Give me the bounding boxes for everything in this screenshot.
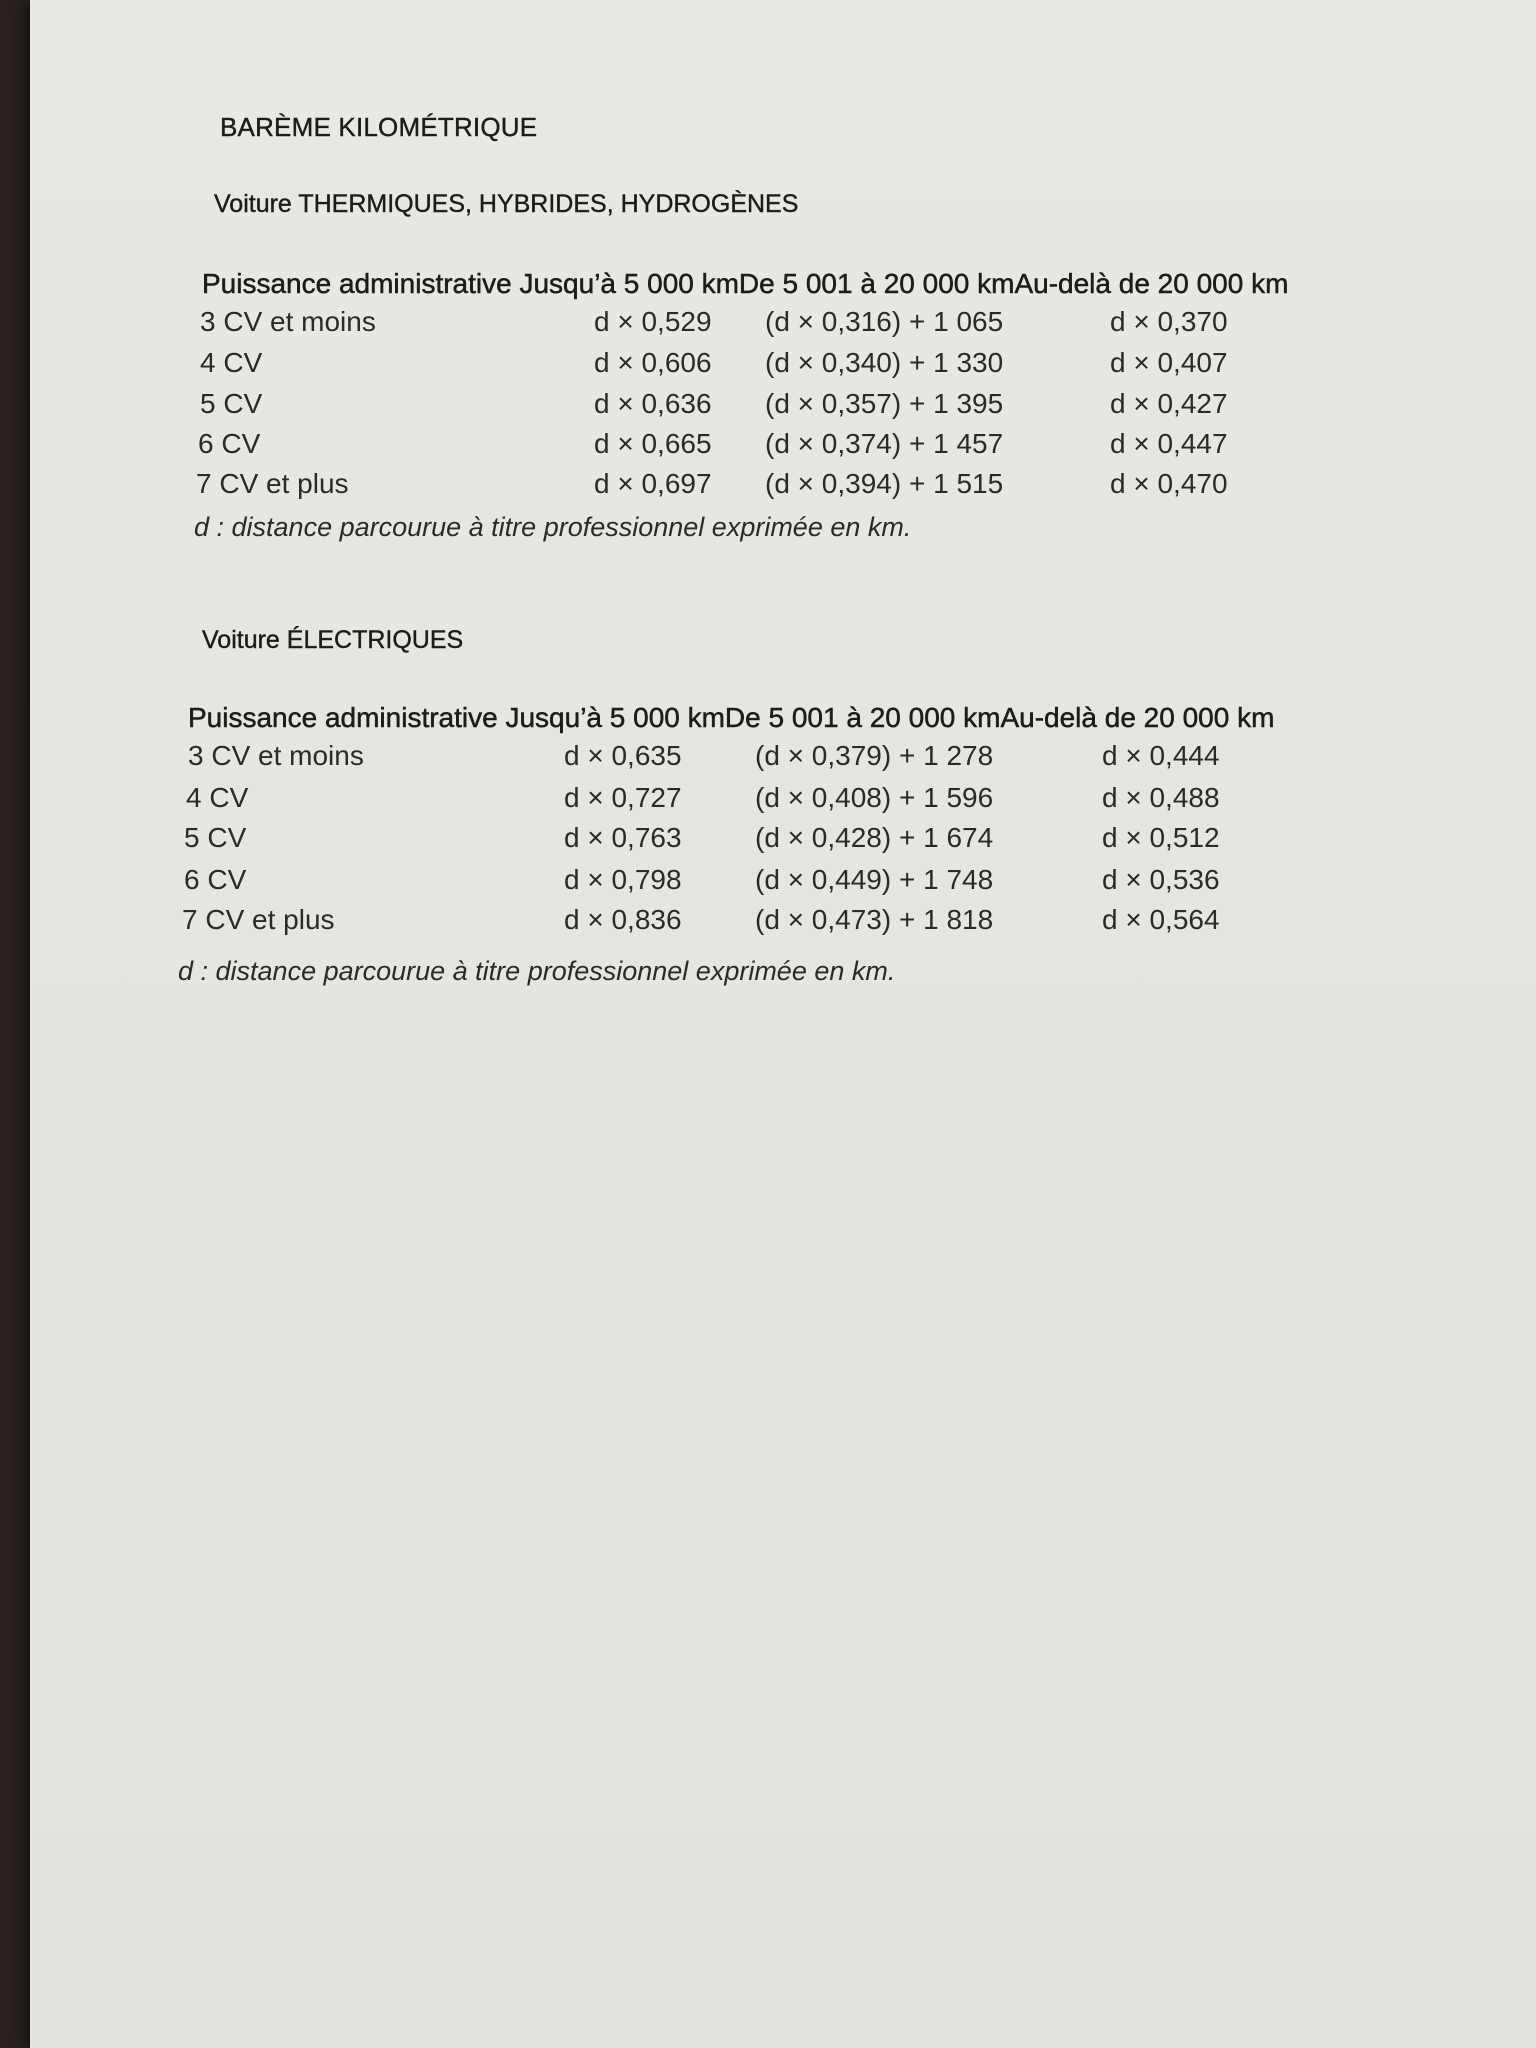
from-5001-to-20000-cell: (d × 0,408) + 1 596 (755, 782, 994, 813)
distance-note-electric: d : distance parcourue à titre professionnel exprimée en km. (178, 956, 896, 986)
table-header-thermal: Puissance administrative Jusqu’à 5 000 kmDe 5 001 à 20 000 kmAu-delà de 20 000 km (202, 268, 1289, 299)
from-5001-to-20000-cell: (d × 0,340) + 1 330 (765, 347, 1004, 378)
up-to-5000-cell: d × 0,635 (564, 740, 682, 771)
over-20000-cell: d × 0,564 (1102, 904, 1220, 935)
over-20000-cell: d × 0,488 (1102, 782, 1220, 813)
over-20000-cell: d × 0,536 (1102, 864, 1220, 895)
from-5001-to-20000-cell: (d × 0,379) + 1 278 (755, 740, 994, 771)
over-20000-cell: d × 0,470 (1110, 468, 1228, 499)
power-cell: 7 CV et plus (182, 904, 335, 935)
section-title-electric: Voiture ÉLECTRIQUES (202, 626, 464, 654)
over-20000-cell: d × 0,447 (1110, 428, 1228, 459)
up-to-5000-cell: d × 0,606 (594, 347, 712, 378)
up-to-5000-cell: d × 0,697 (594, 468, 712, 499)
power-cell: 6 CV (184, 864, 247, 895)
over-20000-cell: d × 0,407 (1110, 347, 1228, 378)
table-header-electric: Puissance administrative Jusqu’à 5 000 kmDe 5 001 à 20 000 kmAu-delà de 20 000 km (188, 702, 1275, 733)
from-5001-to-20000-cell: (d × 0,394) + 1 515 (765, 468, 1004, 499)
up-to-5000-cell: d × 0,763 (564, 822, 682, 853)
up-to-5000-cell: d × 0,836 (564, 904, 682, 935)
power-cell: 5 CV (200, 388, 263, 419)
up-to-5000-cell: d × 0,636 (594, 388, 712, 419)
from-5001-to-20000-cell: (d × 0,428) + 1 674 (755, 822, 994, 853)
power-cell: 4 CV (200, 347, 263, 378)
over-20000-cell: d × 0,370 (1110, 306, 1228, 337)
up-to-5000-cell: d × 0,798 (564, 864, 682, 895)
document-title: BARÈME KILOMÉTRIQUE (220, 112, 538, 142)
from-5001-to-20000-cell: (d × 0,473) + 1 818 (755, 904, 994, 935)
from-5001-to-20000-cell: (d × 0,316) + 1 065 (765, 306, 1004, 337)
power-cell: 6 CV (198, 428, 261, 459)
from-5001-to-20000-cell: (d × 0,374) + 1 457 (765, 428, 1004, 459)
power-cell: 4 CV (186, 782, 249, 813)
over-20000-cell: d × 0,427 (1110, 388, 1228, 419)
up-to-5000-cell: d × 0,665 (594, 428, 712, 459)
from-5001-to-20000-cell: (d × 0,357) + 1 395 (765, 388, 1004, 419)
distance-note-thermal: d : distance parcourue à titre professionnel exprimée en km. (194, 512, 912, 542)
power-cell: 3 CV et moins (188, 740, 364, 771)
power-cell: 5 CV (184, 822, 247, 853)
up-to-5000-cell: d × 0,727 (564, 782, 682, 813)
power-cell: 7 CV et plus (196, 468, 349, 499)
power-cell: 3 CV et moins (200, 306, 376, 337)
section-title-thermal: Voiture THERMIQUES, HYBRIDES, HYDROGÈNES (214, 190, 799, 218)
over-20000-cell: d × 0,444 (1102, 740, 1220, 771)
from-5001-to-20000-cell: (d × 0,449) + 1 748 (755, 864, 994, 895)
over-20000-cell: d × 0,512 (1102, 822, 1220, 853)
up-to-5000-cell: d × 0,529 (594, 306, 712, 337)
